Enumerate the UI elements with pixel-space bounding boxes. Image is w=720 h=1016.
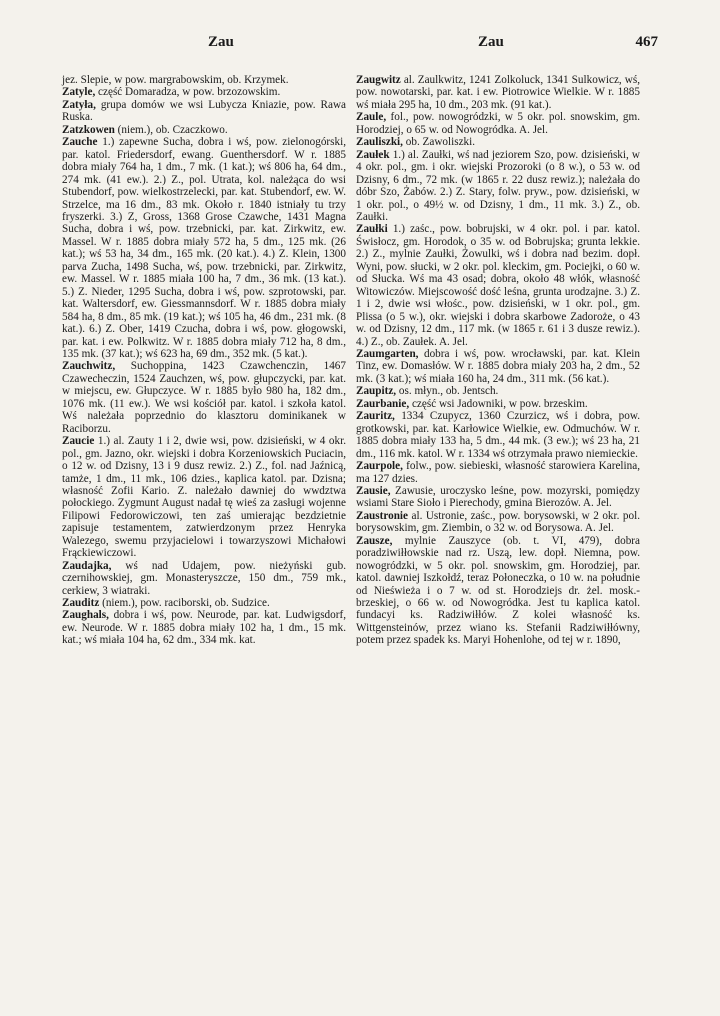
dictionary-entry xyxy=(356,535,640,647)
entry-headword: Zaupitz, xyxy=(356,385,397,398)
dictionary-entry xyxy=(62,609,346,646)
dictionary-entry xyxy=(356,510,640,535)
entry-text: część wsi Jadowniki, w pow. brzeskim. xyxy=(409,397,588,410)
dictionary-entry xyxy=(62,136,346,360)
entry-text: wś nad Udajem, pow. nieżyński gub. czernihowskiej, gm. Monasteryszcze, 150 dm., 759 mk., cerkiew, 3 wiatraki. xyxy=(62,559,346,597)
entry-headword: Zauche xyxy=(62,136,98,149)
dictionary-entry xyxy=(356,74,640,111)
entry-headword: Zaurpole, xyxy=(356,460,403,473)
entry-headword: Zauliszki, xyxy=(356,136,403,149)
entry-headword: Zauchwitz, xyxy=(62,360,116,373)
entry-text: 1.) zapewne Sucha, dobra i wś, pow. zielonogórski, par. katol. Friedersdorf, ewang. Guenthersdorf. W r. 1885 dobra miały 764 ha, 1 dm., 7 mk. (1 kat.); wś 806 ha, 64 dm., 274 mk. (41 ew.). 2.) Z., pol. Utrata, kol. należąca do wsi Stubendorf, pow. wielkostrzelecki, par. kat. Stubendorf, ew. W. Strzelce, ma 16 dm., 83 mk. Około r. 1840 istniały tu trzy fryszerki. 3.) Z, Gross, 1368 Grose Czawche, 1431 Magna Sucha, dobra i wś, pow. trzebnicki, par. kat. Zirkwitz, ew. Massel. W r. 1885 dobra miały 572 ha, 5 dm., 125 mk. (26 kat.); wś 53 ha, 34 dm., 165 mk. (20 kat.). 4.) Z. Klein, 1300 parva Zucha, 1498 Sucha, wś, pow. trzebnicki, par. Zirkwitz, ew. Massel. W r. 1885 miała 100 ha, 7 dm., 36 mk. (13 kat.). 5.) Z. Nieder, 1295 Sucha, dobra i wś, pow. szprotowski, par. kat. Waltersdorf, ew. Giessmannsdorf. W r. 1885 dobra miały 584 ha, 8 dm., 85 mk. (19 kat.); wś 105 ha, 46 dm., 231 mk. (8 kat.). 6.) Z. Ober, 1419 Czucha, dobra i wś, pow. głogowski, par. kat. i ew. Polkwitz. W r. 1885 dobra miały 712 ha, 8 dm., 135 mk. (37 kat.); wś 623 ha, 69 dm., 352 mk. (5 kat.). xyxy=(62,136,346,360)
entry-text: dobra i wś, pow. Neurode, par. kat. Ludwigsdorf, ew. Neurode. W r. 1885 dobra miały 102 ha, 1 dm., 15 mk. kat.; wś miała 104 ha, 62 dm., 334 mk. kat. xyxy=(62,609,346,647)
dictionary-entry xyxy=(356,149,640,224)
entry-text: Suchoppina, 1423 Czawchenczin, 1467 Czawecheczin, 1524 Zauchzen, wś, pow. głupczycki, par. kat. w miejscu, ew. Głupczyce. W r. 1885 było 980 ha, 182 dm., 1076 mk. (11 ew.). We wsi kościół par. katol. i szkoła katol. Wś należała poprzednio do klasztoru dominikanek w Raciborzu. xyxy=(62,360,346,435)
dictionary-entry xyxy=(356,385,640,397)
dictionary-entry xyxy=(62,435,346,560)
entry-text: fol., pow. nowogródzki, w 5 okr. pol. snowskim, gm. Horodziej, o 65 w. od Nowogródka. A. Jel. xyxy=(356,111,640,136)
dictionary-entry xyxy=(62,86,346,98)
left-column xyxy=(62,74,346,647)
entry-headword: Zauditz xyxy=(62,597,100,610)
entry-text: os. młyn., ob. Jentsch. xyxy=(396,385,499,398)
entry-headword: Zatyła, xyxy=(62,98,96,111)
dictionary-entry xyxy=(62,99,346,124)
running-head-left: Zau xyxy=(208,34,234,50)
entry-text: część Domaradza, w pow. brzozowskim. xyxy=(95,86,281,99)
dictionary-entry xyxy=(356,111,640,136)
entry-headword: Zaułek xyxy=(356,148,390,161)
dictionary-entry xyxy=(356,410,640,460)
entry-headword: Zatzkowen xyxy=(62,123,115,136)
page-header xyxy=(60,34,660,58)
entry-headword: Zaułki xyxy=(356,223,388,236)
dictionary-entry xyxy=(62,74,346,86)
entry-text: (niem.), pow. raciborski, ob. Sudzice. xyxy=(99,597,270,610)
entry-headword: Zaughals, xyxy=(62,609,109,622)
entry-text: dobra i wś, pow. wrocławski, par. kat. Klein Tinz, ew. Domasłów. W r. 1885 dobra miały 203 ha, 2 dm., 52 mk. (3 kat.); wś miała 160 ha, 24 dm., 311 mk. (56 kat.). xyxy=(356,347,640,385)
entry-headword: Zaudajka, xyxy=(62,559,112,572)
dictionary-entry xyxy=(62,124,346,136)
entry-headword: Zaumgarten, xyxy=(356,347,419,360)
entry-headword: Zausie, xyxy=(356,484,391,497)
entry-text: 1.) al. Zaułki, wś nad jeziorem Szo, pow. dzisieński, w 4 okr. pol., gm. i okr. wiejski Prozoroki (o 8 w.), o 53 w. od Dzisny, 6 dm., 72 mk. (w 1865 r. 22 dusz rewiz.); należała do dóbr Szo, Żabów. 2.) Z. Stary, folw. pryw., pow. dzisieński, w 1 okr. pol., o 49½ w. od Dzisny, 1 dm., 11 mk. 3.) Z., ob. Zaułki. xyxy=(356,148,640,223)
entry-headword: Zatyle, xyxy=(62,86,96,99)
running-head-right: Zau xyxy=(478,34,504,50)
dictionary-entry xyxy=(356,223,640,348)
entry-text: (niem.), ob. Czaczkowo. xyxy=(114,123,228,136)
entry-text: grupa domów we wsi Lubycza Kniazie, pow. Rawa Ruska. xyxy=(62,98,346,124)
page-number: 467 xyxy=(635,34,658,50)
dictionary-entry xyxy=(356,485,640,510)
dictionary-entry xyxy=(62,360,346,435)
entry-text: 1334 Czupycz, 1360 Czurzicz, wś i dobra, pow. grotkowski, par. kat. Karłowice Wielkie, ew. Odmuchów. W r. 1885 dobra miały 133 ha, 5 dm., 44 mk. (3 ew.); wś 23 ha, 21 dm., 116 mk. katol. W r. 1334 wś otrzymała prawo niemieckie. xyxy=(356,410,640,460)
entry-text: al. Ustronie, zaśc., pow. borysowski, w 2 okr. pol. borysowskim, gm. Ziembin, o 32 w. od Borysowa. A. Jel. xyxy=(356,509,640,535)
right-column xyxy=(356,74,640,647)
dictionary-entry xyxy=(356,398,640,410)
entry-text: folw., pow. siebieski, własność starowiera Karelina, ma 127 dzies. xyxy=(356,460,640,485)
entry-text: jez. Slepie, w pow. margrabowskim, ob. Krzymek. xyxy=(62,74,289,86)
entry-text: ob. Zawoliszki. xyxy=(402,136,476,149)
dictionary-entry xyxy=(62,560,346,597)
entry-headword: Zauritz, xyxy=(356,410,395,423)
entry-text: 1.) al. Zauty 1 i 2, dwie wsi, pow. dzisieński, w 4 okr. pol., gm. Jazno, okr. wiejski i dobra Korzeniowskich Puciacin, o 12 w. od Dzisny, 13 i 9 dusz rewiz. 2.) Z., fol. nad Jaźnicą, tamże, 1 dm., 11 mk., 106 dzies., kaplica katol. par. Dzisna; własność Zofii Kario. Z. należało dawniej do wwdztwa połockiego. Zygmunt August nadał tę wieś za zasługi wojenne Filipowi Fedorowiczowi, ten zaś umierając bezdzietnie zapisuje testamentem, zatwierdzonym przez Henryka Walezego, swemu przyjacielowi i towarzyszowi Michałowi Frąckiewiczowi. xyxy=(62,435,346,560)
entry-text: mylnie Zauszyce (ob. t. VI, 479), dobra poradziwiłłowskie nad rz. Uszą, lew. dopł. Niemna, pow. nowogródzki, w 5 okr. pol. snowskim, gm. Horodziej, par. katol. dawniej Iszkołdź, teraz Połoneczka, o 10 w. na południe od Nieświeża i o 7 w. od st. Horodziejs dr. żel. mosk.-brzeskiej, o 66 w. od Nowogródka. Jest tu kaplica katol. fundacyi ks. Radziwiłłów. Z kolei własność ks. Wittgensteinów, przez wiano ks. Stefanii Radziwiłłówny, potem przez spadek ks. Maryi Hohenlohe, od tej w r. 1890, xyxy=(356,534,640,647)
entry-headword: Zaucie xyxy=(62,435,95,448)
entry-text: Zawusie, uroczysko leśne, pow. mozyrski, pomiędzy wsiami Stare Sioło i Pierechody, gmina Bierozów. A. Jel. xyxy=(356,484,640,510)
dictionary-entry xyxy=(356,348,640,385)
dictionary-entry xyxy=(356,460,640,485)
entry-headword: Zaurbanie, xyxy=(356,397,410,410)
entry-headword: Zaustronie xyxy=(356,509,409,522)
entry-text: al. Zaulkwitz, 1241 Zolkoluck, 1341 Sulkowicz, wś, pow. nowotarski, par. kat. i ew. Piotrowice Wielkie. W r. 1885 wś miała 295 ha, 10 dm., 203 mk. (91 kat.). xyxy=(356,74,640,111)
entry-headword: Zaugwitz xyxy=(356,74,401,86)
entry-headword: Zausze, xyxy=(356,534,393,547)
entry-text: 1.) zaśc., pow. bobrujski, w 4 okr. pol. i par. katol. Świsłocz, gm. Horodok, o 35 w. od Bobrujska; grunta lekkie. 2.) Z., mylnie Zaułki, Żowulki, wś i dobra nad bezim. dopł. Wyni, pow. słucki, w 2 okr. pol. kleckim, gm. Pociejki, o 60 w. od Słucka. Wś ma 43 osad; dobra, około 48 włók, własność Witowiczów. Miejscowość dość leśna, grunta urodzajne. 3.) Z. 1 i 2, dwie wsi włośc., pow. dzisieński, w 1 okr. pol., gm. Plissa (o 5 w.), okr. wiejski i dobra skarbowe Zadoroże, o 43 w. od Dzisny, 12 dm., 117 mk. (w 1865 r. 61 i 3 dusze rewiz.). 4.) Z., ob. Zaułek. A. Jel. xyxy=(356,223,640,348)
entry-headword: Zaule, xyxy=(356,111,387,124)
dictionary-entry xyxy=(62,597,346,609)
dictionary-entry xyxy=(356,136,640,148)
